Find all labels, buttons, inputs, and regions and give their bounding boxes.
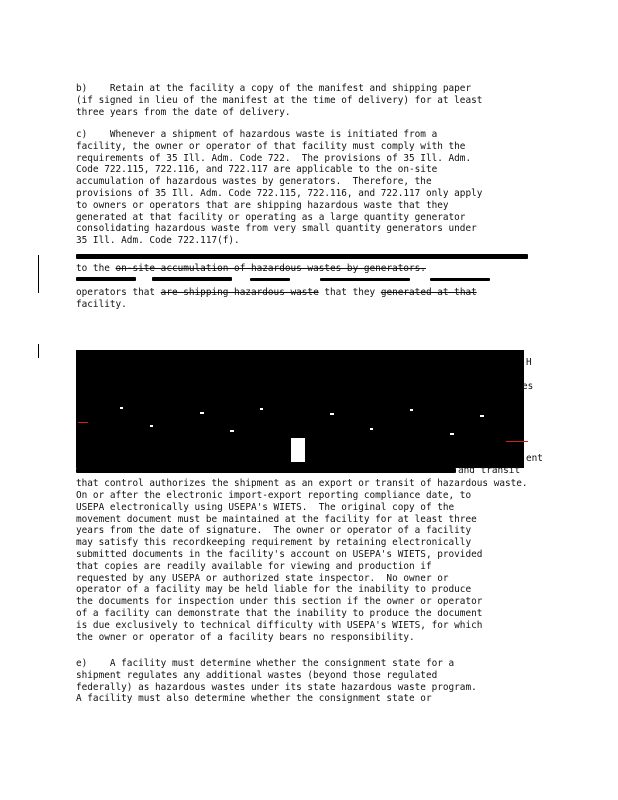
deleted-text-line: facility.	[76, 299, 127, 310]
scan-artifact	[291, 438, 305, 462]
deleted-text-line: operators that are shipping hazardous waste that they generated at that	[76, 287, 477, 298]
paragraph-e: e) A facility must determine whether the consignment state for a shipment regulates any additional wastes (beyond those regulated federally) as hazardous wastes under its state hazardous waste program. A facility must also determine whether the consignment state or	[76, 658, 477, 705]
deleted-text-line: to the on-site accumulation of hazardous wastes by generators.	[76, 263, 426, 274]
paragraph-d-fragment-transit: and transit	[458, 465, 521, 476]
revision-change-bar	[38, 255, 39, 293]
redaction-mark	[430, 278, 490, 281]
paragraph-b: b) Retain at the facility a copy of the manifest and shipping paper (if signed in lieu of the manifest at the time of delivery) for at least three years from the date of delivery.	[76, 83, 483, 118]
paragraph-c: c) Whenever a shipment of hazardous waste is initiated from a facility, the owner or operator of that facility must comply with the requirements of 35 Ill. Adm. Code 722. The provisions of 35 Ill. Adm. Code 722.115, 722.116, and 722.117 are applicable to the on-site accumulation of hazardous wastes by generators. Therefore, the provisions of 35 Ill. Adm. Code 722.115, 722.116, and 722.117 only apply to owners or operators that are shipping hazardous waste that they generated at that facility or operating as a large quantity generator consolidating hazardous waste from very small quantity generators under 35 Ill. Adm. Code 722.117(f).	[76, 129, 483, 247]
paragraph-d-fragment-ent: ent	[526, 453, 543, 464]
paragraph-d-line: that control authorizes the shipment as an export or transit of hazardous waste.	[76, 478, 528, 489]
paragraph-d-fragment-es: es	[522, 381, 534, 392]
redaction-mark	[76, 468, 456, 473]
paragraph-d-fragment-h: H	[526, 357, 532, 368]
redaction-mark	[250, 278, 290, 281]
paragraph-d-body: On or after the electronic import-export reporting compliance date, to USEPA electronically using USEPA's WIETS. The original copy of the movement document must be maintained at the facility for at least three years from the date of signature. The owner or operator of a facility may satisfy this recordkeeping requirement by retaining electronically submitted documents in the facility's account on USEPA's WIETS, provided that copies are readily available for viewing and production if requested by any USEPA or authorized state inspector. No owner or operator of a facility may be held liable for the inability to produce the documents for inspection under this section if the owner or operator of a facility can demonstrate that the inability to produce the document is due exclusively to technical difficulty with USEPA's WIETS, for which the owner or operator of a facility bears no responsibility.	[76, 490, 483, 643]
redaction-mark	[152, 277, 232, 281]
revision-change-bar	[38, 344, 39, 358]
redaction-mark	[320, 278, 410, 281]
redaction-mark	[76, 277, 136, 281]
red-markup-line	[506, 441, 528, 442]
redaction-mark	[76, 254, 528, 259]
red-markup-line	[78, 422, 88, 423]
